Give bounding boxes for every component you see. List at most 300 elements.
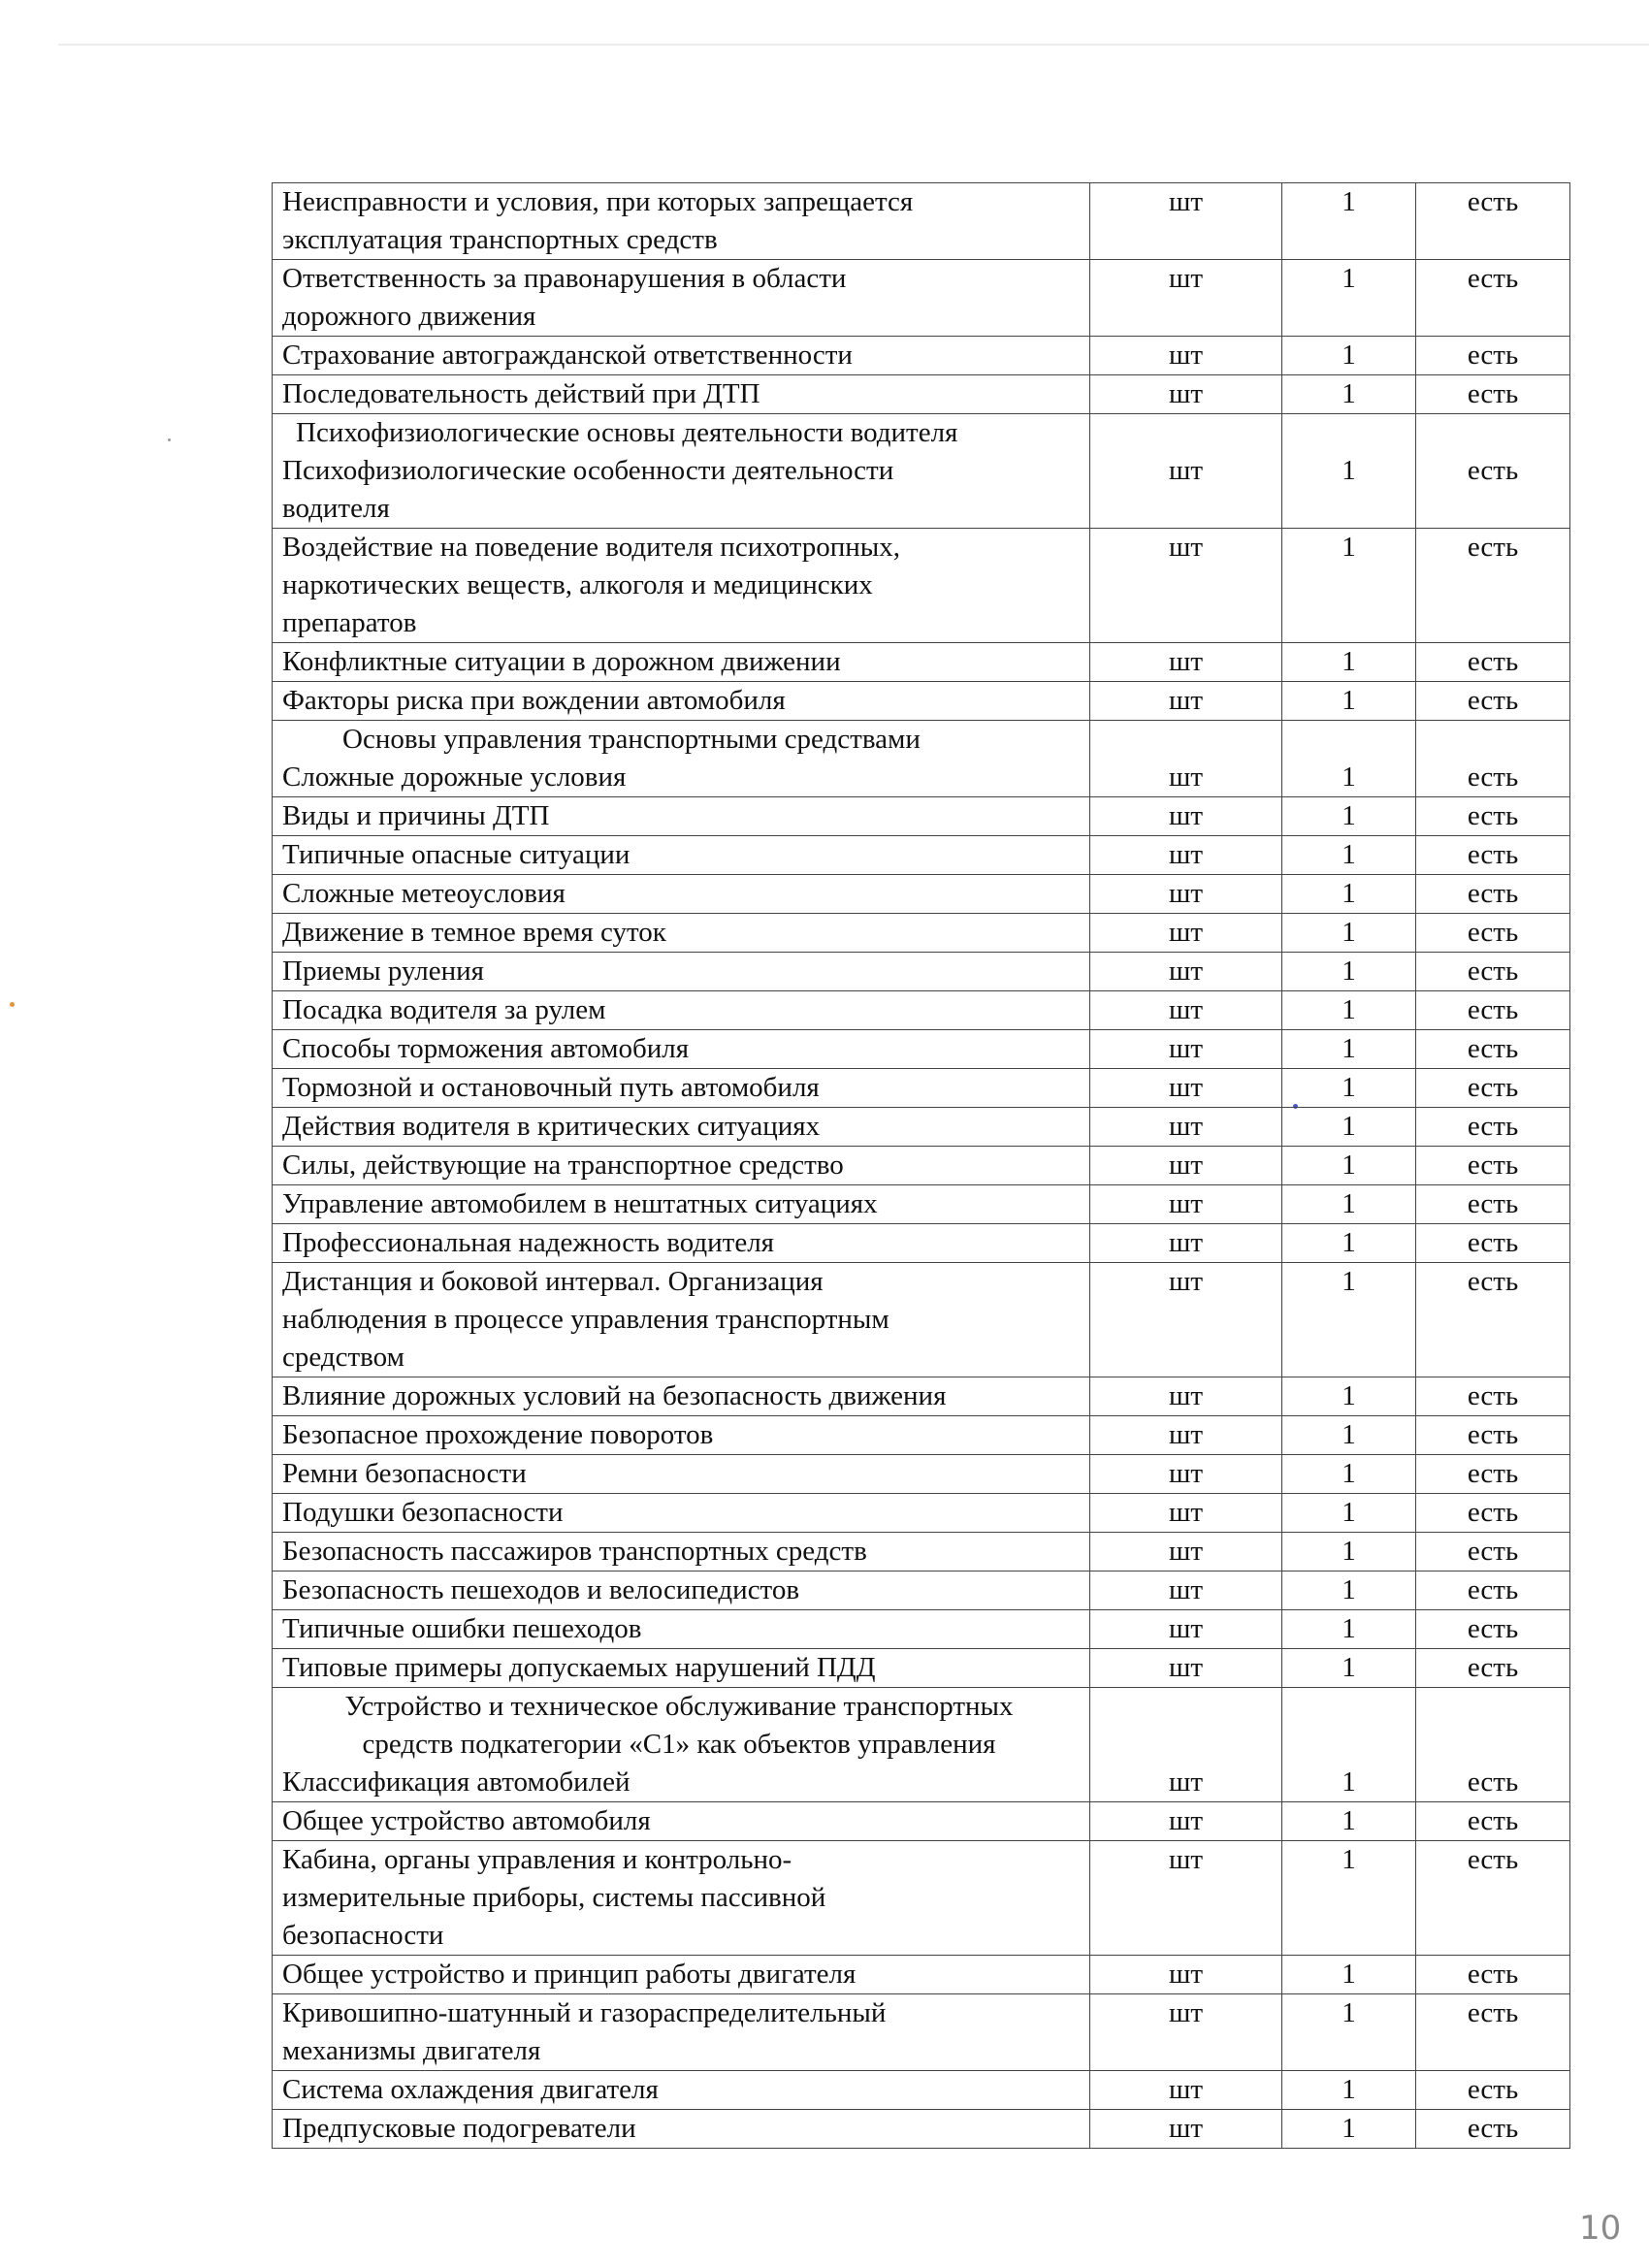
item-name-cell [273, 1571, 1090, 1610]
item-status: есть [1467, 917, 1519, 948]
item-qty-cell [1282, 1377, 1416, 1416]
item-status: есть [1467, 1188, 1519, 1219]
item-unit-cell [1090, 2071, 1282, 2110]
item-status: есть [1467, 1227, 1519, 1258]
item-unit-cell [1090, 1841, 1282, 1956]
item-name-line: Ответственность за правонарушения в области [282, 263, 847, 294]
item-qty-cell [1282, 2110, 1416, 2149]
page-number: 10 [1579, 2209, 1622, 2248]
item-unit-cell [1090, 2110, 1282, 2149]
item-qty-cell [1282, 1185, 1416, 1224]
item-status-cell [1416, 2071, 1570, 2110]
item-qty-cell [1282, 1802, 1416, 1841]
item-status-cell [1416, 1841, 1570, 1956]
item-qty: 1 [1342, 1997, 1356, 2028]
item-unit-cell [1090, 1263, 1282, 1377]
item-qty: 1 [1342, 186, 1356, 217]
item-name-line: Виды и причины ДТП [282, 800, 550, 831]
item-qty: 1 [1342, 1150, 1356, 1181]
table-row [273, 1416, 1570, 1455]
item-qty: 1 [1342, 1227, 1356, 1258]
item-status: есть [1467, 378, 1519, 409]
item-unit: шт [1168, 455, 1203, 486]
item-name-cell [273, 1147, 1090, 1185]
item-status: есть [1467, 1380, 1519, 1411]
item-status-cell [1416, 1108, 1570, 1147]
table-row [273, 1030, 1570, 1069]
item-qty-cell [1282, 797, 1416, 836]
item-name-line: Неисправности и условия, при которых запрещается [282, 186, 914, 217]
item-status: есть [1467, 994, 1519, 1025]
scan-speck [168, 438, 171, 441]
item-unit-cell [1090, 183, 1282, 260]
item-status-cell [1416, 414, 1570, 529]
item-qty-cell [1282, 643, 1416, 682]
item-name-cell [273, 797, 1090, 836]
item-name-cell [273, 1533, 1090, 1571]
item-qty: 1 [1342, 839, 1356, 870]
item-status: есть [1467, 1033, 1519, 1064]
item-unit: шт [1168, 878, 1203, 909]
item-name-cell [273, 375, 1090, 414]
item-name-line: Система охлаждения двигателя [282, 2074, 659, 2105]
item-status: есть [1467, 455, 1519, 486]
item-qty: 1 [1342, 800, 1356, 831]
item-qty: 1 [1342, 455, 1356, 486]
item-qty-cell [1282, 1069, 1416, 1108]
item-qty: 1 [1342, 1574, 1356, 1605]
item-status-cell [1416, 1147, 1570, 1185]
item-name-cell [273, 1841, 1090, 1956]
item-status-cell [1416, 1956, 1570, 1994]
item-unit-cell [1090, 1030, 1282, 1069]
item-name-cell [273, 1224, 1090, 1263]
table-row [273, 1571, 1570, 1610]
item-status-cell [1416, 991, 1570, 1030]
item-qty: 1 [1342, 761, 1356, 793]
item-name-cell [273, 1956, 1090, 1994]
item-qty-cell [1282, 991, 1416, 1030]
item-unit: шт [1168, 340, 1203, 371]
item-qty-cell [1282, 682, 1416, 721]
item-unit-cell [1090, 337, 1282, 375]
item-name-line: наблюдения в процессе управления транспортным [282, 1304, 889, 1335]
table-row [273, 1688, 1570, 1802]
item-status: есть [1467, 1844, 1519, 1875]
item-status: есть [1467, 340, 1519, 371]
item-unit: шт [1168, 263, 1203, 294]
item-name-line: безопасности [282, 1920, 444, 1951]
item-status-cell [1416, 1494, 1570, 1533]
item-unit-cell [1090, 1571, 1282, 1610]
table-row [273, 914, 1570, 953]
item-name-line: Конфликтные ситуации в дорожном движении [282, 646, 841, 677]
item-name-line: Кривошипно-шатунный и газораспределительный [282, 1997, 887, 2028]
table-row [273, 2071, 1570, 2110]
item-unit: шт [1168, 994, 1203, 1025]
item-qty-cell [1282, 414, 1416, 529]
section-heading-line: Основы управления транспортными средствами [342, 724, 921, 755]
table-row [273, 875, 1570, 914]
item-name-cell [273, 914, 1090, 953]
item-unit-cell [1090, 1494, 1282, 1533]
item-name-cell [273, 337, 1090, 375]
item-unit-cell [1090, 1956, 1282, 1994]
item-name-cell [273, 1494, 1090, 1533]
item-qty: 1 [1342, 1652, 1356, 1683]
item-status: есть [1467, 1419, 1519, 1450]
item-status-cell [1416, 1571, 1570, 1610]
scan-edge-line [58, 44, 1649, 46]
item-status-cell [1416, 1416, 1570, 1455]
table-row [273, 260, 1570, 337]
item-qty-cell [1282, 2071, 1416, 2110]
item-status-cell [1416, 1533, 1570, 1571]
item-unit-cell [1090, 529, 1282, 643]
item-unit: шт [1168, 1497, 1203, 1528]
item-unit: шт [1168, 378, 1203, 409]
item-name-line: Типовые примеры допускаемых нарушений ПДД [282, 1652, 876, 1683]
item-unit: шт [1168, 1188, 1203, 1219]
item-qty-cell [1282, 721, 1416, 797]
item-name-cell [273, 1069, 1090, 1108]
item-unit: шт [1168, 1419, 1203, 1450]
item-qty-cell [1282, 1956, 1416, 1994]
table-row [273, 1263, 1570, 1377]
item-name-line: Подушки безопасности [282, 1497, 564, 1528]
item-status-cell [1416, 375, 1570, 414]
item-name-cell [273, 991, 1090, 1030]
item-unit: шт [1168, 1574, 1203, 1605]
item-qty: 1 [1342, 1380, 1356, 1411]
item-unit: шт [1168, 1959, 1203, 1990]
table-row [273, 337, 1570, 375]
item-status: есть [1467, 1997, 1519, 2028]
item-name-cell [273, 643, 1090, 682]
item-status-cell [1416, 183, 1570, 260]
item-unit: шт [1168, 1072, 1203, 1103]
table-row [273, 1841, 1570, 1956]
table-row [273, 1956, 1570, 1994]
table-row [273, 1108, 1570, 1147]
item-unit: шт [1168, 1766, 1203, 1798]
item-qty-cell [1282, 836, 1416, 875]
item-name-line: Сложные дорожные условия [282, 761, 627, 793]
item-unit-cell [1090, 1108, 1282, 1147]
item-qty: 1 [1342, 878, 1356, 909]
item-status-cell [1416, 721, 1570, 797]
item-unit: шт [1168, 1536, 1203, 1567]
item-qty: 1 [1342, 956, 1356, 987]
item-unit: шт [1168, 1652, 1203, 1683]
item-status: есть [1467, 2113, 1519, 2144]
item-status: есть [1467, 1652, 1519, 1683]
item-name-line: наркотических веществ, алкоголя и медицинских [282, 569, 873, 600]
table-row [273, 643, 1570, 682]
item-name-line: водителя [282, 493, 390, 524]
item-name-cell [273, 2071, 1090, 2110]
item-name-line: Безопасность пассажиров транспортных средств [282, 1536, 867, 1567]
section-heading-line: средств подкатегории «С1» как объектов управления [362, 1729, 996, 1760]
item-unit: шт [1168, 1033, 1203, 1064]
item-unit: шт [1168, 1111, 1203, 1142]
item-name-line: средством [282, 1342, 404, 1373]
item-unit-cell [1090, 875, 1282, 914]
item-name-line: Силы, действующие на транспортное средство [282, 1150, 844, 1181]
item-name-cell [273, 1455, 1090, 1494]
table-row [273, 991, 1570, 1030]
item-name-cell [273, 875, 1090, 914]
table-row [273, 1994, 1570, 2071]
item-name-line: Влияние дорожных условий на безопасность движения [282, 1380, 947, 1411]
item-status-cell [1416, 682, 1570, 721]
item-unit: шт [1168, 956, 1203, 987]
table-row [273, 721, 1570, 797]
item-status-cell [1416, 1649, 1570, 1688]
item-unit-cell [1090, 991, 1282, 1030]
item-name-cell [273, 2110, 1090, 2149]
item-qty-cell [1282, 1147, 1416, 1185]
table-row [273, 1224, 1570, 1263]
item-qty-cell [1282, 1494, 1416, 1533]
item-name-line: Последовательность действий при ДТП [282, 378, 760, 409]
item-qty: 1 [1342, 1613, 1356, 1644]
item-name-line: Безопасное прохождение поворотов [282, 1419, 714, 1450]
item-name-line: Воздействие на поведение водителя психотропных, [282, 532, 901, 563]
item-status: есть [1467, 956, 1519, 987]
item-name-line: Кабина, органы управления и контрольно- [282, 1844, 792, 1875]
item-status: есть [1467, 1111, 1519, 1142]
item-name-cell [273, 1610, 1090, 1649]
item-unit: шт [1168, 532, 1203, 563]
item-qty: 1 [1342, 378, 1356, 409]
item-status: есть [1467, 839, 1519, 870]
item-qty: 1 [1342, 1844, 1356, 1875]
item-qty: 1 [1342, 1419, 1356, 1450]
item-name-line: механизмы двигателя [282, 2035, 541, 2066]
item-name-cell [273, 529, 1090, 643]
item-qty-cell [1282, 1224, 1416, 1263]
item-unit-cell [1090, 1455, 1282, 1494]
item-qty: 1 [1342, 1111, 1356, 1142]
item-status: есть [1467, 532, 1519, 563]
table-row [273, 1147, 1570, 1185]
table-row [273, 1185, 1570, 1224]
item-status-cell [1416, 1688, 1570, 1802]
item-unit-cell [1090, 1416, 1282, 1455]
item-status: есть [1467, 2074, 1519, 2105]
table-row [273, 1649, 1570, 1688]
section-heading-line: Психофизиологические основы деятельности водителя [296, 417, 958, 448]
item-status-cell [1416, 1377, 1570, 1416]
item-unit-cell [1090, 1185, 1282, 1224]
item-qty: 1 [1342, 1959, 1356, 1990]
table-row [273, 375, 1570, 414]
item-status-cell [1416, 953, 1570, 991]
table-row [273, 529, 1570, 643]
item-name-line: Действия водителя в критических ситуациях [282, 1111, 821, 1142]
item-unit: шт [1168, 646, 1203, 677]
item-status: есть [1467, 1574, 1519, 1605]
item-name-line: Движение в темное время суток [282, 917, 666, 948]
item-qty: 1 [1342, 340, 1356, 371]
item-qty-cell [1282, 1263, 1416, 1377]
table-row [273, 953, 1570, 991]
item-name-cell [273, 1688, 1090, 1802]
item-name-cell [273, 953, 1090, 991]
item-status-cell [1416, 875, 1570, 914]
item-qty-cell [1282, 260, 1416, 337]
item-unit: шт [1168, 1380, 1203, 1411]
item-qty-cell [1282, 1649, 1416, 1688]
item-status-cell [1416, 1263, 1570, 1377]
item-qty-cell [1282, 914, 1416, 953]
item-status: есть [1467, 1150, 1519, 1181]
item-unit-cell [1090, 1147, 1282, 1185]
item-status: есть [1467, 1536, 1519, 1567]
item-unit-cell [1090, 1994, 1282, 2071]
item-unit-cell [1090, 682, 1282, 721]
item-name-cell [273, 1030, 1090, 1069]
item-qty: 1 [1342, 685, 1356, 716]
item-unit-cell [1090, 836, 1282, 875]
item-name-cell [273, 183, 1090, 260]
item-unit: шт [1168, 1458, 1203, 1489]
item-qty: 1 [1342, 532, 1356, 563]
item-qty: 1 [1342, 1033, 1356, 1064]
item-status-cell [1416, 1802, 1570, 1841]
item-name-line: Классификация автомобилей [282, 1766, 630, 1798]
table-row [273, 1533, 1570, 1571]
item-qty-cell [1282, 1030, 1416, 1069]
table-row [273, 414, 1570, 529]
item-name-line: Общее устройство автомобиля [282, 1805, 651, 1836]
item-name-cell [273, 682, 1090, 721]
item-unit-cell [1090, 1069, 1282, 1108]
item-name-line: Тормозной и остановочный путь автомобиля [282, 1072, 820, 1103]
item-name-line: Типичные ошибки пешеходов [282, 1613, 642, 1644]
item-qty-cell [1282, 1533, 1416, 1571]
item-status-cell [1416, 836, 1570, 875]
table-row [273, 1802, 1570, 1841]
item-name-cell [273, 414, 1090, 529]
item-unit-cell [1090, 797, 1282, 836]
item-status: есть [1467, 1613, 1519, 1644]
item-unit: шт [1168, 1266, 1203, 1297]
item-qty: 1 [1342, 1188, 1356, 1219]
table-row [273, 2110, 1570, 2149]
item-status-cell [1416, 643, 1570, 682]
item-qty: 1 [1342, 1766, 1356, 1798]
item-qty: 1 [1342, 1536, 1356, 1567]
item-status: есть [1467, 1458, 1519, 1489]
item-unit-cell [1090, 260, 1282, 337]
table-row [273, 1494, 1570, 1533]
table-row [273, 1069, 1570, 1108]
item-status: есть [1467, 1959, 1519, 1990]
item-name-line: препаратов [282, 607, 417, 638]
item-name-cell [273, 1263, 1090, 1377]
item-name-line: Безопасность пешеходов и велосипедистов [282, 1574, 800, 1605]
item-name-line: Сложные метеоусловия [282, 878, 566, 909]
item-unit-cell [1090, 953, 1282, 991]
item-status: есть [1467, 1497, 1519, 1528]
item-name-cell [273, 260, 1090, 337]
item-name-cell [273, 1994, 1090, 2071]
item-name-line: Психофизиологические особенности деятельности [282, 455, 894, 486]
item-unit: шт [1168, 2113, 1203, 2144]
item-qty-cell [1282, 1108, 1416, 1147]
item-status: есть [1467, 800, 1519, 831]
item-unit: шт [1168, 1227, 1203, 1258]
item-unit-cell [1090, 1377, 1282, 1416]
item-unit-cell [1090, 1224, 1282, 1263]
item-name-line: Страхование автогражданской ответственности [282, 340, 853, 371]
item-status: есть [1467, 186, 1519, 217]
item-status-cell [1416, 260, 1570, 337]
item-unit-cell [1090, 375, 1282, 414]
item-qty: 1 [1342, 917, 1356, 948]
item-unit-cell [1090, 643, 1282, 682]
item-status-cell [1416, 2110, 1570, 2149]
item-qty: 1 [1342, 2113, 1356, 2144]
item-name-line: измерительные приборы, системы пассивной [282, 1882, 826, 1913]
item-name-line: Общее устройство и принцип работы двигателя [282, 1959, 857, 1990]
item-unit-cell [1090, 1610, 1282, 1649]
item-name-line: Приемы руления [282, 956, 484, 987]
item-unit: шт [1168, 839, 1203, 870]
item-qty-cell [1282, 1841, 1416, 1956]
item-status-cell [1416, 1030, 1570, 1069]
item-name-line: Дистанция и боковой интервал. Организация [282, 1266, 824, 1297]
item-unit: шт [1168, 2074, 1203, 2105]
item-name-line: Предпусковые подогреватели [282, 2113, 636, 2144]
scan-speck [10, 1002, 15, 1007]
item-unit: шт [1168, 917, 1203, 948]
item-status-cell [1416, 914, 1570, 953]
item-status: есть [1467, 1766, 1519, 1798]
item-qty: 1 [1342, 1497, 1356, 1528]
item-status: есть [1467, 761, 1519, 793]
item-qty: 1 [1342, 1266, 1356, 1297]
item-name-line: Посадка водителя за рулем [282, 994, 606, 1025]
item-unit-cell [1090, 1802, 1282, 1841]
item-qty: 1 [1342, 2074, 1356, 2105]
item-unit: шт [1168, 1613, 1203, 1644]
item-unit: шт [1168, 800, 1203, 831]
item-status: есть [1467, 263, 1519, 294]
item-qty: 1 [1342, 1072, 1356, 1103]
table-row [273, 1377, 1570, 1416]
item-name-line: Управление автомобилем в нештатных ситуациях [282, 1188, 878, 1219]
item-name-line: дорожного движения [282, 301, 536, 332]
item-name-cell [273, 1649, 1090, 1688]
item-name-line: Типичные опасные ситуации [282, 839, 630, 870]
item-name-line: Способы торможения автомобиля [282, 1033, 690, 1064]
table-row [273, 1455, 1570, 1494]
item-qty-cell [1282, 337, 1416, 375]
item-qty-cell [1282, 875, 1416, 914]
item-unit-cell [1090, 1688, 1282, 1802]
item-qty-cell [1282, 1416, 1416, 1455]
item-status: есть [1467, 1266, 1519, 1297]
item-status-cell [1416, 1455, 1570, 1494]
table-row [273, 183, 1570, 260]
inventory-table [272, 182, 1570, 2149]
item-qty-cell [1282, 1610, 1416, 1649]
item-name-cell [273, 721, 1090, 797]
item-unit: шт [1168, 186, 1203, 217]
